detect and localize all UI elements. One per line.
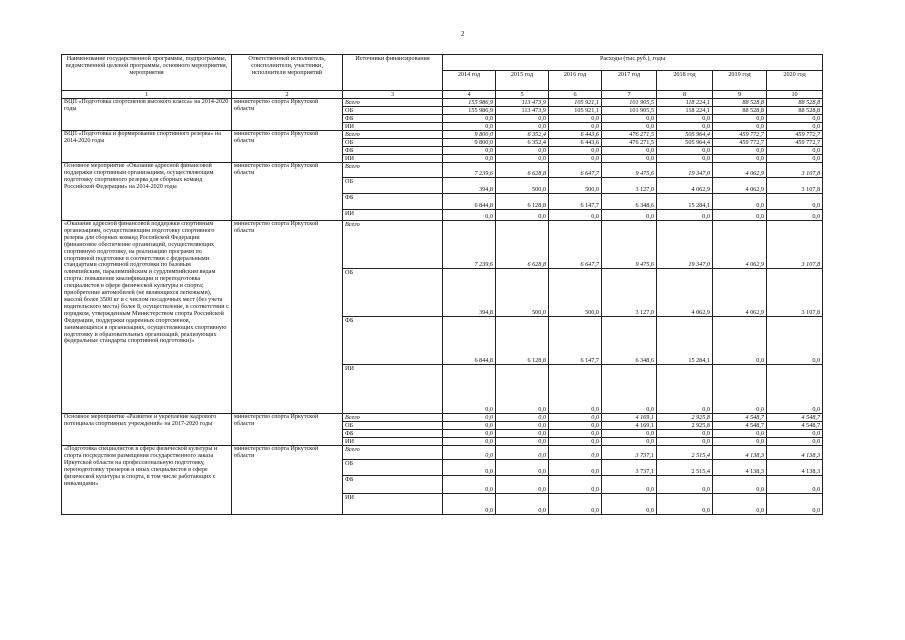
funding-source: ИИ [343, 365, 443, 414]
amount-cell: 6 147,7 [549, 194, 602, 210]
amount-cell: 7 239,6 [443, 163, 496, 178]
amount-cell: 476 271,5 [602, 131, 657, 139]
amount-cell: 0,0 [443, 210, 496, 221]
funding-source: ФБ [343, 476, 443, 494]
funding-source: ИИ [343, 494, 443, 515]
amount-cell: 0,0 [602, 147, 657, 155]
amount-cell: 6 443,6 [549, 131, 602, 139]
amount-cell: 9 475,6 [602, 163, 657, 178]
amount-cell: 4 062,9 [657, 269, 713, 317]
amount-cell: 3 107,8 [767, 178, 823, 194]
amount-cell: 0,0 [602, 123, 657, 131]
funding-source: ОБ [343, 178, 443, 194]
amount-cell: 0,0 [713, 147, 767, 155]
header-name: Наименование государственной программы, подпрограммы, ведомственной целевой программы, основного мероприятия, мероприятия [62, 55, 232, 91]
funding-source: ОБ [343, 107, 443, 115]
amount-cell: 2 515,4 [657, 460, 713, 476]
amount-cell: 0,0 [496, 438, 549, 446]
table-row [62, 131, 823, 139]
header-year: 2017 год [602, 71, 657, 91]
amount-cell: 118 224,1 [657, 99, 713, 107]
amount-cell: 0,0 [549, 155, 602, 163]
amount-cell: 88 528,8 [713, 99, 767, 107]
program-name: «Оказание адресной финансовой поддержки спортивным организациям, осуществляющим подготовку спортивного резерва для сборных команд Российской Федерации (финансовое обеспечение организаций, осуществляющих спортивную подготовку, на реализацию программ по спортивной подготовке в соответствии с федеральными стандартами спортивной подготовки по базовым олимпийским, паралимпийским и сурдлимпийским видам спорта: повышение квалификации и переподготовка специалистов в сфере физической культуры и спорта; приобретение автомобилей (не являющихся легковыми), массой более 3500 кг и с числом посадочных мест (без учета водительского места) более 8, осуществление, в соответствии с порядком, утвержденным Министерством спорта Российской Федерации, поддержки одаренных спортсменов, занимающихся в организациях, осуществляющих спортивную подготовку и образовательных организаций, реализующих федеральные стандарты спортивной подготовки)» [62, 221, 232, 414]
table-row [62, 446, 823, 460]
funding-source: Всего [343, 163, 443, 178]
amount-cell: 0,0 [443, 365, 496, 414]
amount-cell: 0,0 [549, 460, 602, 476]
amount-cell: 3 107,8 [767, 163, 823, 178]
amount-cell: 0,0 [496, 422, 549, 430]
amount-cell: 459 772,7 [767, 139, 823, 147]
funding-source: ИИ [343, 155, 443, 163]
amount-cell: 505 964,4 [657, 139, 713, 147]
amount-cell: 2 515,4 [657, 446, 713, 460]
funding-source: Всего [343, 446, 443, 460]
amount-cell: 9 800,0 [443, 139, 496, 147]
amount-cell: 0,0 [443, 446, 496, 460]
amount-cell: 6 128,8 [496, 194, 549, 210]
amount-cell: 0,0 [657, 430, 713, 438]
amount-cell: 0,0 [549, 123, 602, 131]
table-row [62, 414, 823, 422]
amount-cell: 0,0 [549, 438, 602, 446]
amount-cell: 0,0 [713, 210, 767, 221]
amount-cell: 0,0 [496, 476, 549, 494]
amount-cell: 6 844,8 [443, 317, 496, 365]
amount-cell: 0,0 [549, 147, 602, 155]
amount-cell: 0,0 [767, 115, 823, 123]
amount-cell: 0,0 [767, 476, 823, 494]
funding-source: ОБ [343, 422, 443, 430]
column-number: 3 [343, 91, 443, 99]
amount-cell: 0,0 [496, 414, 549, 422]
amount-cell: 0,0 [602, 430, 657, 438]
funding-source: ИИ [343, 123, 443, 131]
header-source: Источники финансирования [343, 55, 443, 91]
amount-cell: 15 284,1 [657, 194, 713, 210]
amount-cell: 3 107,8 [767, 269, 823, 317]
amount-cell: 0,0 [443, 147, 496, 155]
amount-cell: 9 475,6 [602, 221, 657, 269]
amount-cell: 0,0 [602, 476, 657, 494]
amount-cell: 0,0 [767, 123, 823, 131]
amount-cell: 4 138,3 [713, 446, 767, 460]
amount-cell: 0,0 [713, 430, 767, 438]
amount-cell: 0,0 [602, 438, 657, 446]
amount-cell: 0,0 [496, 155, 549, 163]
amount-cell: 0,0 [496, 210, 549, 221]
amount-cell: 0,0 [496, 123, 549, 131]
amount-cell: 0,0 [549, 422, 602, 430]
amount-cell: 0,0 [549, 115, 602, 123]
amount-cell: 7 239,6 [443, 221, 496, 269]
funding-source: ФБ [343, 194, 443, 210]
amount-cell: 6 348,6 [602, 194, 657, 210]
amount-cell: 500,0 [549, 178, 602, 194]
amount-cell: 0,0 [602, 494, 657, 515]
amount-cell: 0,0 [443, 155, 496, 163]
amount-cell: 0,0 [443, 422, 496, 430]
executor: министерство спорта Иркутской области [232, 414, 343, 446]
amount-cell: 0,0 [496, 430, 549, 438]
amount-cell: 4 169,1 [602, 414, 657, 422]
funding-source: Всего [343, 414, 443, 422]
amount-cell: 6 628,8 [496, 221, 549, 269]
amount-cell: 6 628,8 [496, 163, 549, 178]
amount-cell: 394,8 [443, 178, 496, 194]
amount-cell: 0,0 [713, 365, 767, 414]
amount-cell: 3 737,1 [602, 460, 657, 476]
amount-cell: 0,0 [443, 494, 496, 515]
header-executor: Ответственный исполнитель, соисполнители, участники, исполнители мероприятий [232, 55, 343, 91]
column-number: 9 [713, 91, 767, 99]
amount-cell: 0,0 [443, 438, 496, 446]
column-number: 8 [657, 91, 713, 99]
amount-cell: 0,0 [713, 155, 767, 163]
amount-cell: 105 921,1 [549, 107, 602, 115]
amount-cell: 0,0 [713, 194, 767, 210]
program-name: Основное мероприятие «Оказание адресной финансовой поддержки спортивным организациям, осуществляющим подготовку спортивного резерва для сборных команд Российской Федерации» на 2014-2020 годы [62, 163, 232, 221]
amount-cell: 459 772,7 [713, 139, 767, 147]
amount-cell: 0,0 [602, 365, 657, 414]
amount-cell: 88 528,8 [713, 107, 767, 115]
program-name: Основное мероприятие «Развитие и укрепление кадрового потенциала спортивных учреждений» на 2017-2020 годы [62, 414, 232, 446]
funding-source: ОБ [343, 139, 443, 147]
amount-cell: 0,0 [496, 365, 549, 414]
amount-cell: 0,0 [713, 494, 767, 515]
amount-cell: 6 647,7 [549, 221, 602, 269]
funding-source: Всего [343, 131, 443, 139]
amount-cell: 0,0 [713, 123, 767, 131]
amount-cell: 4 548,7 [713, 422, 767, 430]
amount-cell: 500,0 [549, 269, 602, 317]
amount-cell: 118 224,1 [657, 107, 713, 115]
amount-cell: 459 772,7 [767, 131, 823, 139]
amount-cell: 6 844,8 [443, 194, 496, 210]
amount-cell: 4 548,7 [767, 422, 823, 430]
executor: министерство спорта Иркутской области [232, 163, 343, 221]
funding-source: ИИ [343, 438, 443, 446]
executor: министерство спорта Иркутской области [232, 221, 343, 414]
funding-source: Всего [343, 221, 443, 269]
header-year: 2016 год [549, 71, 602, 91]
amount-cell: 88 528,8 [767, 107, 823, 115]
amount-cell: 0,0 [713, 476, 767, 494]
amount-cell: 6 352,4 [496, 131, 549, 139]
column-number: 6 [549, 91, 602, 99]
amount-cell: 4 138,3 [767, 460, 823, 476]
amount-cell: 0,0 [443, 123, 496, 131]
amount-cell: 0,0 [713, 438, 767, 446]
amount-cell: 4 062,9 [713, 221, 767, 269]
header-year: 2020 год [767, 71, 823, 91]
amount-cell: 0,0 [767, 317, 823, 365]
program-name: ВЦП «Подготовка и формирование спортивного резерва» на 2014-2020 годы [62, 131, 232, 163]
executor: министерство спорта Иркутской области [232, 446, 343, 515]
header-year: 2014 год [443, 71, 496, 91]
amount-cell: 0,0 [767, 155, 823, 163]
amount-cell: 500,0 [496, 178, 549, 194]
column-number: 10 [767, 91, 823, 99]
amount-cell: 0,0 [657, 438, 713, 446]
amount-cell: 88 528,8 [767, 99, 823, 107]
amount-cell: 3 127,0 [602, 178, 657, 194]
amount-cell: 0,0 [496, 446, 549, 460]
amount-cell: 105 921,1 [549, 99, 602, 107]
amount-cell: 155 986,9 [443, 99, 496, 107]
amount-cell: 4 062,9 [713, 163, 767, 178]
amount-cell: 0,0 [767, 365, 823, 414]
amount-cell: 6 352,4 [496, 139, 549, 147]
amount-cell: 0,0 [657, 210, 713, 221]
amount-cell: 0,0 [549, 414, 602, 422]
amount-cell: 0,0 [657, 123, 713, 131]
amount-cell: 0,0 [602, 115, 657, 123]
funding-source: ОБ [343, 460, 443, 476]
amount-cell: 155 986,9 [443, 107, 496, 115]
page-number: 2 [461, 30, 465, 38]
amount-cell: 0,0 [443, 460, 496, 476]
executor: министерство спорта Иркутской области [232, 99, 343, 131]
table-row [62, 99, 823, 107]
amount-cell: 101 905,5 [602, 107, 657, 115]
amount-cell: 6 348,6 [602, 317, 657, 365]
amount-cell: 0,0 [443, 115, 496, 123]
amount-cell: 0,0 [602, 155, 657, 163]
amount-cell: 6 147,7 [549, 317, 602, 365]
amount-cell: 0,0 [657, 147, 713, 155]
amount-cell: 19 347,0 [657, 221, 713, 269]
amount-cell: 4 548,7 [767, 414, 823, 422]
amount-cell: 0,0 [549, 494, 602, 515]
header-year: 2018 год [657, 71, 713, 91]
amount-cell: 0,0 [767, 147, 823, 155]
amount-cell: 0,0 [496, 115, 549, 123]
funding-source: Всего [343, 99, 443, 107]
amount-cell: 9 800,0 [443, 131, 496, 139]
amount-cell: 4 062,9 [713, 269, 767, 317]
column-number: 1 [62, 91, 232, 99]
amount-cell: 0,0 [657, 476, 713, 494]
column-number: 7 [602, 91, 657, 99]
amount-cell: 19 347,0 [657, 163, 713, 178]
amount-cell: 0,0 [713, 317, 767, 365]
table-row [62, 163, 823, 178]
amount-cell: 4 169,1 [602, 422, 657, 430]
header-year: 2015 год [496, 71, 549, 91]
amount-cell: 0,0 [443, 414, 496, 422]
amount-cell: 0,0 [549, 210, 602, 221]
funding-source: ФБ [343, 317, 443, 365]
amount-cell: 0,0 [657, 365, 713, 414]
funding-source: ФБ [343, 147, 443, 155]
executor: министерство спорта Иркутской области [232, 131, 343, 163]
program-name: «Подготовка специалистов в сфере физической культуры и спорта посредством размещения государственного заказа Иркутской области на профессиональную подготовку, переподготовку тренеров и иных специалистов в сфере физической культуры и спорта, в том числе работающих с инвалидами» [62, 446, 232, 515]
amount-cell: 3 737,1 [602, 446, 657, 460]
amount-cell: 476 271,5 [602, 139, 657, 147]
table-row [62, 221, 823, 269]
amount-cell: 0,0 [767, 438, 823, 446]
column-number: 2 [232, 91, 343, 99]
amount-cell: 3 127,0 [602, 269, 657, 317]
amount-cell: 0,0 [549, 476, 602, 494]
amount-cell: 0,0 [496, 460, 549, 476]
amount-cell: 3 107,8 [767, 221, 823, 269]
amount-cell: 0,0 [549, 365, 602, 414]
amount-cell: 4 062,9 [657, 178, 713, 194]
amount-cell: 2 925,8 [657, 422, 713, 430]
amount-cell: 0,0 [767, 494, 823, 515]
amount-cell: 0,0 [767, 210, 823, 221]
amount-cell: 6 128,8 [496, 317, 549, 365]
amount-cell: 6 443,6 [549, 139, 602, 147]
amount-cell: 0,0 [443, 476, 496, 494]
amount-cell: 0,0 [713, 115, 767, 123]
funding-source: ОБ [343, 269, 443, 317]
funding-table [61, 54, 823, 515]
amount-cell: 0,0 [767, 194, 823, 210]
header-year: 2019 год [713, 71, 767, 91]
amount-cell: 0,0 [496, 147, 549, 155]
amount-cell: 0,0 [496, 494, 549, 515]
funding-source: ФБ [343, 430, 443, 438]
amount-cell: 505 964,4 [657, 131, 713, 139]
amount-cell: 0,0 [657, 115, 713, 123]
amount-cell: 0,0 [549, 430, 602, 438]
amount-cell: 4 138,3 [713, 460, 767, 476]
amount-cell: 4 062,9 [713, 178, 767, 194]
program-name: ВЦП «Подготовка спортсменов высокого класса» на 2014-2020 годы [62, 99, 232, 131]
amount-cell: 0,0 [767, 430, 823, 438]
funding-source: ИИ [343, 210, 443, 221]
amount-cell: 4 548,7 [713, 414, 767, 422]
amount-cell: 0,0 [657, 155, 713, 163]
amount-cell: 2 925,8 [657, 414, 713, 422]
column-number: 5 [496, 91, 549, 99]
amount-cell: 6 647,7 [549, 163, 602, 178]
amount-cell: 113 473,9 [496, 107, 549, 115]
column-number: 4 [443, 91, 496, 99]
amount-cell: 113 473,9 [496, 99, 549, 107]
amount-cell: 500,0 [496, 269, 549, 317]
header-expenses: Расходы (тыс.руб.), годы [443, 55, 823, 71]
amount-cell: 15 284,1 [657, 317, 713, 365]
amount-cell: 394,8 [443, 269, 496, 317]
amount-cell: 101 905,5 [602, 99, 657, 107]
funding-source: ФБ [343, 115, 443, 123]
amount-cell: 4 138,3 [767, 446, 823, 460]
amount-cell: 0,0 [657, 494, 713, 515]
amount-cell: 459 772,7 [713, 131, 767, 139]
amount-cell: 0,0 [602, 210, 657, 221]
amount-cell: 0,0 [443, 430, 496, 438]
amount-cell: 0,0 [549, 446, 602, 460]
